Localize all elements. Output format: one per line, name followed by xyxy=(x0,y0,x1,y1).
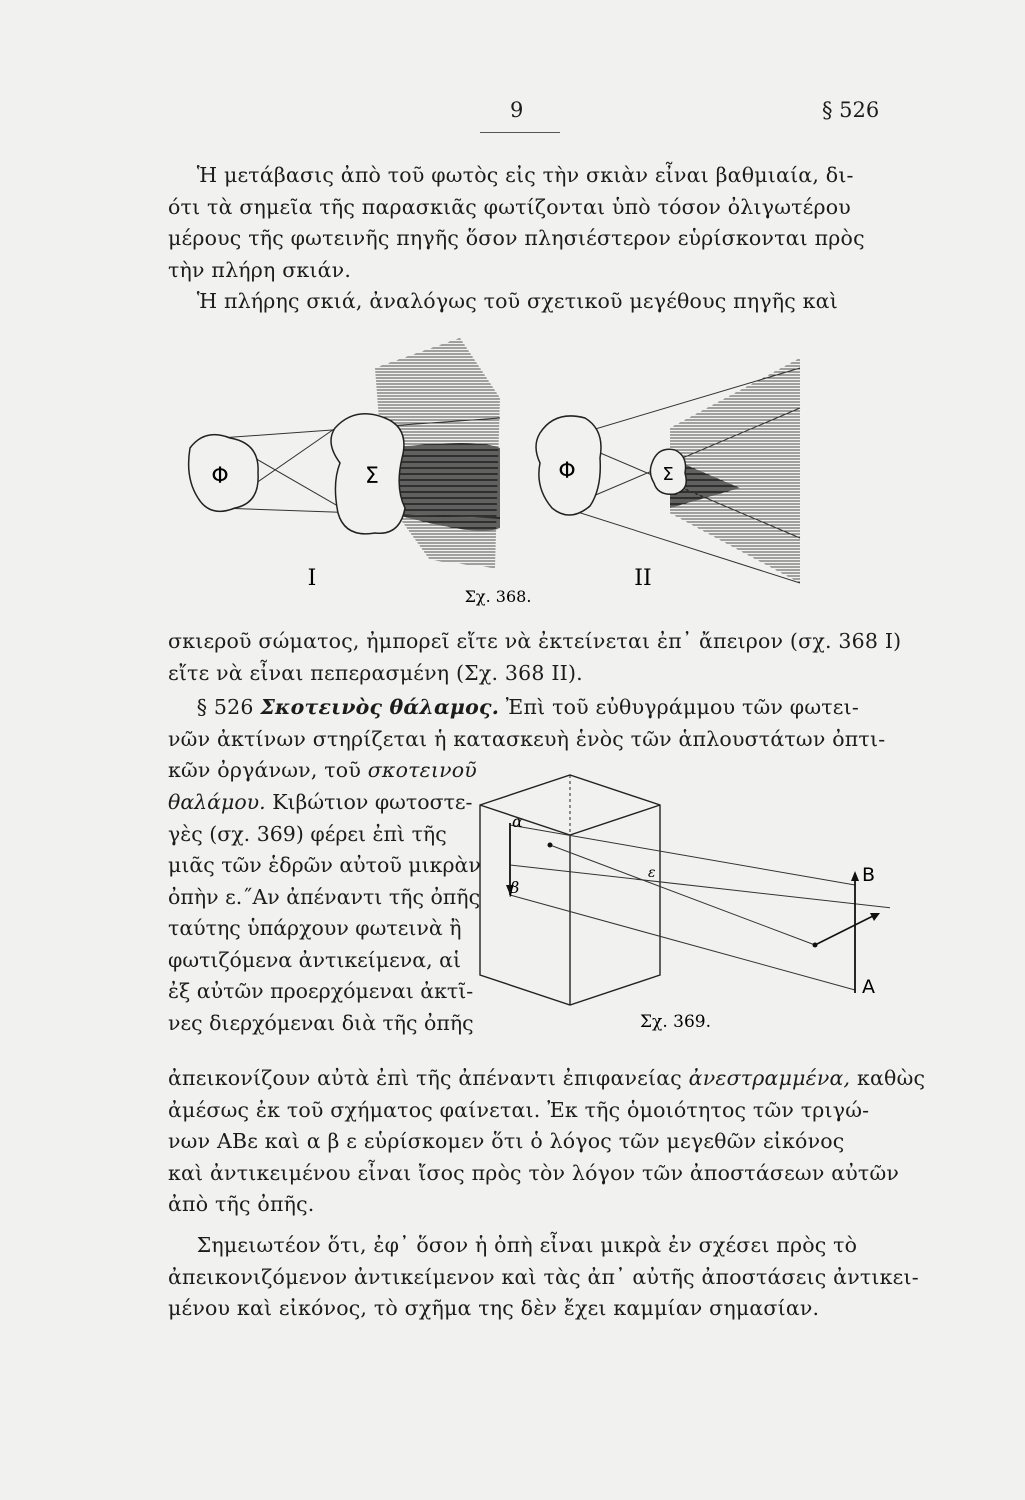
label-alpha: α xyxy=(512,812,523,831)
label-beta: β xyxy=(510,878,520,897)
text-line: ἀπεικονιζόμενον ἀντικείμενον καὶ τὰς ἀπ᾽ αὐτῆς ἀποστάσεις ἀντικει- xyxy=(168,1264,919,1289)
source-label-one: Φ xyxy=(211,464,229,489)
intro-line: ότι τὰ σημεῖα τῆς παρασκιᾶς φωτίζονται ὑπὸ τόσον ὀλιγωτέρου xyxy=(168,194,851,219)
text-line: νες διερχόμεναι διὰ τῆς ὀπῆς xyxy=(168,1010,474,1035)
figure-369-caption: Σχ. 369. xyxy=(640,1012,711,1032)
intro-line: μέρους τῆς φωτεινῆς πηγῆς ὅσον πλησιέστερον εὑρίσκονται πρὸς xyxy=(168,226,865,250)
header-rule xyxy=(480,132,560,133)
diagram-label-two: II xyxy=(634,566,652,591)
diagram-two xyxy=(536,358,800,591)
figure-368-caption: Σχ. 368. xyxy=(464,587,532,606)
text-line: σκιεροῦ σώματος, ἠμπορεῖ εἴτε νὰ ἐκτείνεται ἐπ᾽ ἄπειρον (σχ. 368 I) xyxy=(168,629,902,653)
italic-term: ἀνεστραμμένα, xyxy=(688,1066,851,1090)
camera-box xyxy=(480,775,660,1005)
text-line: ἐξ αὐτῶν προερχόμεναι ἀκτῖ- xyxy=(168,979,474,1003)
text-line: μιᾶς τῶν ἑδρῶν αὐτοῦ μικρὰν xyxy=(168,853,481,877)
page-number: 9 xyxy=(510,98,524,122)
body-label-one: Σ xyxy=(365,464,379,489)
text-fragment: ἀπεικονίζουν αὐτὰ ἐπὶ τῆς ἀπέναντι ἐπιφανείας xyxy=(168,1066,682,1090)
text-line: νῶν ἀκτίνων στηρίζεται ἡ κατασκευὴ ἑνὸς τῶν ἁπλουστάτων ὀπτι- xyxy=(168,726,886,751)
text-line: νων ΑΒε καὶ α β ε εὑρίσκομεν ὅτι ὁ λόγος τῶν μεγεθῶν εἰκόνος xyxy=(168,1129,845,1153)
diagram-one xyxy=(189,338,500,591)
label-B: B xyxy=(862,864,876,886)
text-line: Σημειωτέον ὅτι, ἐφ᾽ ὅσον ἡ ὀπὴ εἶναι μικρὰ ἐν σχέσει πρὸς τὸ xyxy=(196,1233,858,1257)
text-line xyxy=(168,1063,926,1095)
intro-line: τὴν πλήρη σκιάν. xyxy=(168,257,352,282)
italic-term: θαλάμου. xyxy=(168,790,266,814)
text-line: γὲς (σχ. 369) φέρει ἐπὶ τῆς xyxy=(168,821,447,846)
text-line xyxy=(168,787,473,819)
text-fragment: κῶν ὀργάνων, τοῦ xyxy=(168,758,362,782)
intro-second-line: Ἡ πλήρης σκιά, ἀναλόγως τοῦ σχετικοῦ μεγέθους πηγῆς καὶ xyxy=(196,289,838,313)
text-line: ἀμέσως ἐκ τοῦ σχήματος φαίνεται. Ἐκ τῆς ὁμοιότητος τῶν τριγώ- xyxy=(168,1097,870,1122)
body-label-two: Σ xyxy=(662,464,674,485)
label-A: A xyxy=(862,976,875,998)
label-epsilon: ε xyxy=(648,865,656,881)
text-line: ὀπὴν ε.˝Αν ἀπέναντι τῆς ὀπῆς xyxy=(168,884,481,909)
text-line: φωτιζόμενα ἀντικείμενα, αἱ xyxy=(168,947,461,972)
light-rays xyxy=(510,825,890,990)
section-title: Σκοτεινὸς θάλαμος. xyxy=(260,695,500,719)
source-label-two: Φ xyxy=(558,459,576,484)
italic-term: σκοτεινοῦ xyxy=(367,758,477,782)
section-header: § 526 xyxy=(822,98,880,122)
intro-paragraph xyxy=(168,160,888,318)
closing-paragraph xyxy=(168,1063,926,1221)
text-line: μένου καὶ εἰκόνος, τὸ σχῆμα της δὲν ἔχει καμμίαν σημασίαν. xyxy=(168,1296,820,1320)
text-line: καὶ ἀντικειμένου εἶναι ἴσος πρὸς τὸν λόγον τῶν ἀποστάσεων αὐτῶν xyxy=(168,1160,900,1185)
text-fragment: Κιβώτιον φωτοστε- xyxy=(272,790,473,814)
figure-368 xyxy=(180,338,880,610)
camera-obscura-text xyxy=(168,787,481,1039)
text-line: εἴτε νὰ εἶναι πεπερασμένη (Σχ. 368 II). xyxy=(168,660,583,685)
diagram-label-one: I xyxy=(307,566,317,591)
section-number: § 526 xyxy=(196,695,254,719)
section-title-line xyxy=(168,692,888,724)
text-fragment: καθὼς xyxy=(856,1066,926,1090)
text-line: ἀπὸ τῆς ὀπῆς. xyxy=(168,1192,315,1216)
intro-line: Ἡ μετάβασις ἀπὸ τοῦ φωτὸς εἰς τὴν σκιὰν εἶναι βαθμιαία, δι- xyxy=(196,163,854,187)
text-line: ταύτης ὑπάρχουν φωτεινὰ ἢ xyxy=(168,916,462,940)
final-paragraph xyxy=(168,1230,919,1325)
figure-369 xyxy=(470,765,890,1040)
section-text: Ἐπὶ τοῦ εὐθυγράμμου τῶν φωτει- xyxy=(505,695,859,719)
shadow-paragraph xyxy=(168,626,902,689)
